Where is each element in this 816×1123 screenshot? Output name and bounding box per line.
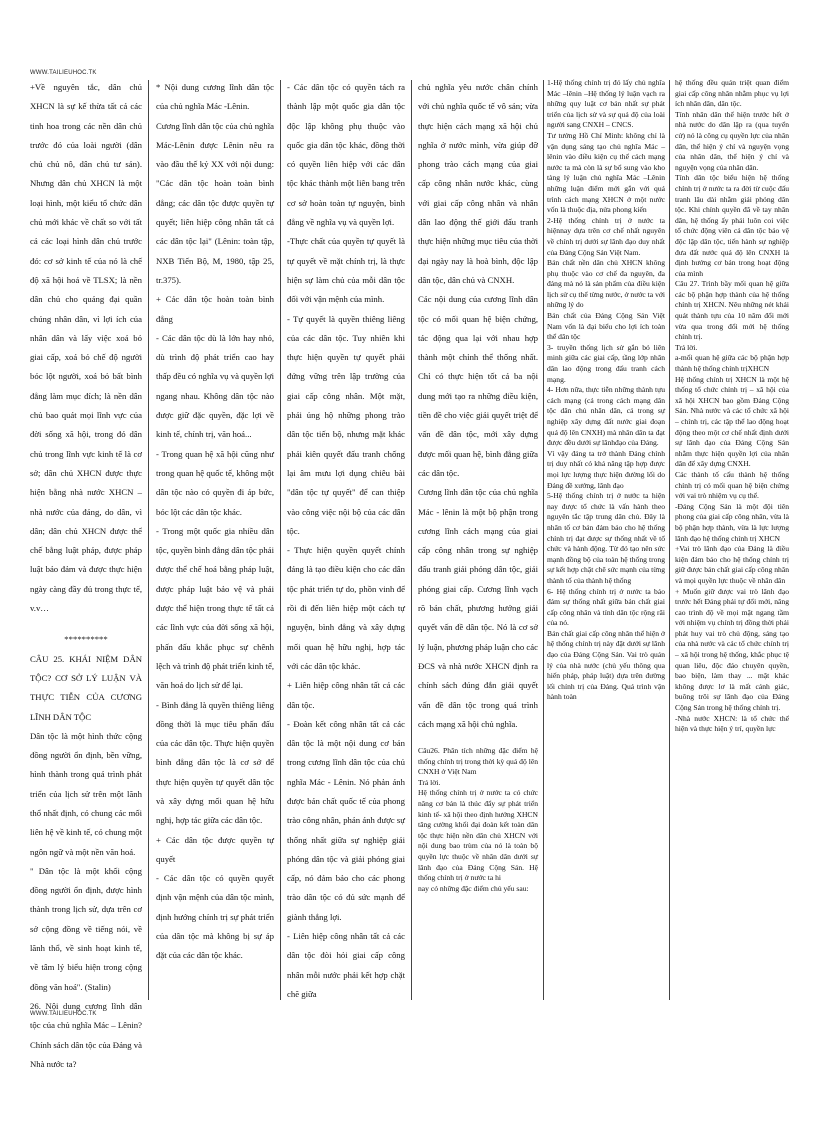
paragraph: - Đoàn kết công nhân tất cả các dân tộc là một nội dung cơ bản trong cương lĩnh dân tộc của chủ nghĩa Mác - Lênin. Nó phản ánh được bản chất quốc tế của phong trào công nhân, phản ánh được sự thống nhất giữa sự nghiệp giải phóng dân tộc và giải phóng giai cấp, nó đảm bảo cho các phong trào dân tộc có đủ sức mạnh để giành thắng lợi.: [287, 718, 405, 922]
column-divider: [280, 80, 281, 1000]
question-heading: 26. Nội dung cương lĩnh dân tộc của chủ nghĩa Mác – Lênin? Chính sách dân tộc của Đảng và Nhà nước ta?: [30, 1000, 142, 1069]
column-divider: [543, 80, 544, 1000]
column-6: [675, 78, 789, 1003]
paragraph: 3- truyền thống lịch sử gắn bó liên minh giữa các giai cấp, tầng lớp nhân dân lao động trong đấu tranh cách mạng.: [547, 342, 665, 384]
quote-paragraph: " Dân tộc là một khối cộng đồng người ổn định, được hình thành trong lịch sử, dựa trên cơ sở cộng đồng về tiếng nói, về lãnh thổ, về sinh hoạt kinh tế, về tâm lý biểu hiện trong cộng đồng văn hoá". (Stalin): [30, 865, 142, 992]
paragraph: - Bình đẳng là quyền thiêng liêng đồng thời là mục tiêu phấn đấu của các dân tộc. Thực hiện quyền bình đẳng dân tộc là cơ sở để thực hiện quyền tự quyết dân tộc và xây dựng mối quan hệ hữu nghị, hợp tác giữa các dân tộc.: [156, 699, 274, 826]
paragraph: 2-Hệ thống chính trị ở nước ta hiệnnay dựa trên cơ chế nhất nguyên về chính trị dưới sự lãnh đạo duy nhất của Đảng Cộng Sản Việt Nam.: [547, 215, 665, 257]
paragraph: - Liên hiệp công nhân tất cả các dân tộc đòi hỏi giai cấp công nhân mỗi nước phải kết hợp chặt chẽ giữa: [287, 931, 405, 999]
paragraph: a-mối quan hệ giữa các bộ phận hợp thành hệ thống chính trịXHCN: [675, 353, 789, 374]
paragraph: Tính nhân dân thể hiện trước hết ở nhà nước do dân lập ra (qua tuyển cử) nó là công cụ quyền lực của nhân dân, thể hiện ý chí và nguyện vọng của nhân dân, thể hiện ý chí và nguyện vọng của nhân dân.: [675, 109, 789, 172]
paragraph: +Về nguyên tắc, dân chủ XHCN là sự kế thừa tất cả các tinh hoa trong các nền dân chủ trước đó của loài người (dân chủ chủ nô, dân chủ tư sản). Nhưng dân chủ XHCN là một loại hình, một kiểu tổ chức dân chủ mới khác về chất so với tất cả các loại hình dân chủ trước đó: cơ sở kinh tế của nó là chế độ xã hội hoá về TLSX; là nền dân chủ cho quảng đại quần chúng nhân dân, vì lợi ích của nhân dân và lấy việc xoá bỏ giai cấp, xoá bỏ chế độ người bóc lột người, xoá bỏ bất bình đẳng làm mục đích; là nền dân chủ bao quát mọi lĩnh vực của đời sống xã hội, trong đó dân chủ trong lĩnh vực kinh tế là cơ sở; dân chủ XHCN được thực hiện bằng nhà nước XHCN – nhà nước của đảng, do dân, vì dân; dân chủ XHCN được thể chế bằng luật pháp, được pháp luật bảo đảm và được thực hiện ngày càng đầy đủ trong thực tế, v.v…: [30, 82, 142, 614]
paragraph: - Trong một quốc gia nhiều dân tộc, quyền bình đẳng dân tộc phải được thể chế hoá bằng pháp luật, được pháp luật bảo vệ và phải được thể hiện trong thực tế tất cả các lĩnh vực của đời sống xã hội, phấn đấu khắc phục sự chênh lệch và trình độ phát triển kinh tế, văn hoá do lịch sử để lại.: [156, 525, 274, 691]
paragraph: - Các dân tộc có quyền tách ra thành lập một quốc gia dân tộc độc lập không phụ thuộc vào quốc gia dân tộc khác, đồng thời có quyền liên hiệp với các dân tộc khác thành một liên bang trên cơ sở hoàn toàn tự nguyện, bình đẳng về nghĩa vụ và quyền lợi.: [287, 82, 405, 228]
question-heading: Câu26. Phân tích những đặc điểm hệ thống chính trị trong thời kỳ quá độ lên CNXH ở Việt Nam: [418, 746, 538, 777]
column-divider: [148, 80, 149, 1000]
column-3: [287, 78, 405, 1003]
site-header: WWW.TAILIEUHOC.TK: [30, 70, 97, 76]
paragraph: Hệ thống chính trị XHCN là một hệ thống tổ chức chính trị – xã hội của xã hội XHCN bao gồm Đảng Cộng Sản. Nhà nước và các tổ chức xã hội – chính trị, các tập thể lao động hoạt động theo một cơ chế nhất định dưới sự lãnh đạo của Đảng Cộng Sản nhằm thực hiện quyền lợi của nhân dân để xây dựng CNXH.: [675, 374, 789, 469]
paragraph: Cương lĩnh dân tộc của chủ nghĩa Mác-Lênin được Lênin nêu ra vào đầu thế kỷ XX với nội dung: "Các dân tộc hoàn toàn bình đẳng; các dân tộc được quyền tự quyết; liên hiệp công nhân tất cả các dân tộc lại" (Lênin: toàn tập, NXB Tiến Bộ, M, 1980, tập 25, tr.375).: [156, 120, 274, 285]
paragraph: - Trong quan hệ xã hội cũng như trong quan hệ quốc tế, không một dân tộc nào có quyền đi áp bức, bóc lột các dân tộc khác.: [156, 448, 274, 517]
paragraph: Tính dân tộc biểu hiện hệ thống chính trị ở nước ta ra đời từ cuộc đấu tranh lâu dài nhằm giải phóng dân tộc. Khi chính quyền đã về tay nhân dân, hệ thống ấy phải luôn coi việc tổ chức động viên cả dân tộc bảo vệ độc lập dân tộc, tiến hành sự nghiệp đưa đất nước quá độ lên CNXH là định hướng cơ bản trong hoạt động của mình: [675, 173, 789, 278]
paragraph: nay có những đặc điểm chủ yếu sau:: [418, 883, 529, 893]
paragraph: Bản chất giai cấp công nhân thể hiện ở hệ thống chính trị này đặt dưới sự lãnh đạo của Đảng Cộng Sản. Vai trò quản lý của nhà nước (chủ yếu thông qua hiến pháp, pháp luật) dựa trên đường lối chính trị của Đảng. Quá trình vận hành toàn: [547, 628, 665, 702]
paragraph: -Nhà nước XHCN: là tổ chức thể hiện và thực hiện ý trí, quyền lực: [675, 713, 789, 734]
question-heading: Câu 27. Trình bầy mối quan hệ giữa các bộ phận hợp thành của hệ thống chính trị XHCN. Nêu những nét khái quát thành tựu của 10 năm đổi mới vừa qua trong đổi mới hệ thống chính trị.: [675, 279, 789, 342]
paragraph: 1-Hệ thống chính trị đó lấy chủ nghĩa Mác –lênin –Hệ thống lý luận vạch ra những quy luật cơ bản nhất sự phát triển của lịch sử và sự quá độ của loài người sang CNXH – CNCS.: [547, 78, 665, 130]
paragraph: 5-Hệ thống chính trị ở nước ta hiện nay được tổ chức là vấn hành theo nguyên tắc tập trung dân chủ. Đây là nhân tố cơ bản đảm bảo cho hệ thống chính trị đạt được sự thống nhất về tổ chức và hành động. Từ đó tạo nên sức mạnh đồng bộ của toàn hệ thống trong sự kết hợp chặt chẽ sức mạnh của từng thành tố của thành hệ thống: [547, 491, 665, 585]
paragraph: - Các dân tộc dù là lớn hay nhỏ, dù trình độ phát triển cao hay thấp đều có nghĩa vụ và quyền lợi ngang nhau. Không dân tộc nào được giữ đặc quyền, đặc lợi về kinh tế, chính trị, văn hoá...: [156, 332, 274, 440]
paragraph: Dân tộc là một hình thức cộng đồng người ổn định, bền vững, hình thành trong quá trình phát triển của lịch sử trên một lãnh thổ nhất định, có chung các mối liên hệ về kinh tế, có chung một ngôn ngữ và một nền văn hoá.: [30, 730, 142, 857]
section-heading: CÂU 25. KHÁI NIỆM DÂN TỘC? CƠ SỞ LÝ LUẬN VÀ THỰC TIỄN CỦA CƯƠNG LĨNH DÂN TỘC: [30, 653, 142, 722]
paragraph: + Các dân tộc được quyền tự quyết: [156, 834, 274, 864]
paragraph: Các thành tố cấu thành hệ thống chính trị có mối quan hệ biện chứng với vai trò nhiệm vụ cụ thể.: [675, 469, 789, 501]
site-footer: WWW.TAILIEUHOC.TK: [30, 1011, 97, 1017]
paragraph: * Nội dung cương lĩnh dân tộc của chủ nghĩa Mác -Lênin.: [156, 82, 274, 112]
paragraph: Các nội dung của cương lĩnh dân tộc có mối quan hệ biện chứng, tác động qua lại với nhau hợp thành một chỉnh thể thống nhất. Chỉ có thực hiện tốt cả ba nội dung mới tạo ra những điều kiện, tiền đề cho việc giải quyết triệt để vấn đề dân tộc, mới xây dựng được mối quan hệ, bình đẳng giữa các dân tộc.: [418, 294, 538, 478]
paragraph: 4- Hơn nữa, thực tiễn những thành tựu cách mạng (cả trong cách mạng dân tộc dân chủ nhân dân, cả trong sự nghiệp xây dựng đất nước giai đoạn quá độ lên CNXH) mà nhân dân ta đạt được đều dưới sự lãnhđạo của Đảng.: [547, 385, 665, 448]
column-divider: [669, 80, 670, 1000]
paragraph: + Các dân tộc hoàn toàn bình đẳng: [156, 294, 274, 324]
paragraph: 6- Hệ thống chính trị ở nước ta bảo đảm sự thống nhất giữa bản chất giai cấp công nhân và tính dân tộc rộng rãi của nó.: [547, 586, 665, 628]
paragraph: -Đảng Cộng Sản là một đội tiên phong của giai cấp công nhân, vừa là bộ phận hợp thành, vừa là lực lượng lãnh đạo hệ thống chính trị XHCN: [675, 501, 789, 543]
paragraph: -Thực chất của quyền tự quyết là tự quyết về mặt chính trị, là thực hiện sự làm chủ của mỗi dân tộc đối với vận mệnh của mình.: [287, 236, 405, 305]
paragraph: Bản chất nền dân chủ XHCN không phụ thuộc vào cơ chế đa nguyên, đa đảng mà nó là sản phẩm của điều kiện lịch sử cụ thể từng nước, ở nước ta với những lý do: [547, 258, 665, 310]
answer-label: Trả lời.: [675, 342, 698, 352]
column-divider: [411, 80, 412, 1000]
column-4: [418, 78, 538, 1003]
paragraph: + Liên hiệp công nhân tất cả các dân tộc.: [287, 680, 405, 710]
paragraph: Tư tưởng Hồ Chí Minh: không chỉ là vận dụng sáng tạo chủ nghĩa Mác – lênin vào điều kiện cụ thể cách mạng nước ta mà còn là sự bổ sung vào kho tàng lý luận chủ nghĩa Mác –Lênin những luận điểm mới gắn với quá trình cách mạng XHCN ở một nước vốn là thuộc địa, nửa phong kiến: [547, 130, 665, 215]
paragraph: - Tự quyết là quyền thiêng liêng của các dân tộc. Tuy nhiên khi thực hiện quyền tự quyết phải đứng vững trên lập trường của giai cấp công nhân. Một mặt, phải ủng hộ những phong trào dân tộc tiến bộ, nhưng mặt khác phải kiên quyết đấu tranh chống lại âm mưu lợi dụng chiêu bài "dân tộc tự quyết" để can thiệp vào công việc nội bộ của các dân tộc.: [287, 313, 405, 536]
paragraph: Vì vậy đảng ta trở thành Đảng chính trị duy nhất có khả năng tập hợp được mọi lực lượng thực hiện đường lối do Đảng đề xướng, lãnh đạo: [547, 448, 665, 490]
column-2: [156, 78, 274, 1003]
paragraph: +Vai trò lãnh đạo của Đảng là điều kiện đảm bảo cho hệ thống chính trị giữ được bản chất giai cấp công nhân và mọi quyền lực thuộc về nhân dân: [675, 544, 789, 585]
paragraph: chủ nghĩa yêu nước chân chính với chủ nghĩa quốc tế vô sản; vừa thực hiện cách mạng xã hội chủ nghĩa ở nước mình, vừa giúp đỡ phong trào cách mạng của giai cấp công nhân nước khác, cùng với giai cấp công nhân và nhân dân lao động thế giới đấu tranh thực hiện những mục tiêu của thời đại ngày nay là hoà bình, độc lập dân tộc, dân chủ và CNXH.: [418, 82, 538, 285]
paragraph: - Các dân tộc có quyền quyết định vận mệnh của dân tộc mình, định hướng chính trị sự phát triển của dân tộc mà không bị sự áp đặt của các dân tộc khác.: [156, 873, 274, 961]
paragraph: - Thực hiện quyền quyết chính đáng là tạo điều kiện cho các dân tộc phát triển tự do, phồn vinh để rồi đi đến liên hiệp một cách tự nguyện, bình đẳng và xây dựng mối quan hệ hữu nghị, hợp tác với các dân tộc khác.: [287, 545, 405, 671]
paragraph: hệ thống đều quán triệt quan điểm giai cấp công nhân nhằm phục vụ lợi ích nhân dân, dân tộc.: [675, 78, 789, 109]
answer-label: Trả lời.: [418, 777, 441, 787]
paragraph: Hệ thống chính trị ở nước ta có chức năng cơ bản là thúc đẩy sự phát triển kinh tế- xã hội theo định hướng XHCN tăng cường khối đại đoàn kết toàn dân tộc thực hiện nền dân chủ XHCN với nội dung bao trùm của nó là toàn bộ quyền lực thuộc về nhân dân dưới sự lãnh đạo của Đảng Cộng Sản. Hệ thống chính trị ở nước ta hi: [418, 788, 538, 883]
separator-stars: **********: [64, 634, 108, 645]
paragraph: Bản chất của Đảng Cộng Sản Việt Nam vốn là đại biểu cho lợi ích toàn thể dân tộc: [547, 311, 665, 342]
column-5: [547, 78, 665, 1003]
paragraph: Cương lĩnh dân tộc của chủ nghĩa Mác - lênin là một bộ phận trong cương lĩnh cách mạng của giai cấp công nhân trong sự nghiệp đấu tranh giải phóng dân tộc, giải phóng giai cấp. Cương lĩnh vạch rõ bản chất, phương hướng giải quyết vấn đề dân tộc. Nó là cơ sở lý luận, phương pháp luận cho các ĐCS và nhà nước XHCN định ra chính sách đúng đắn giải quyết vấn đề dân tộc trong quá trình cách mạng xã hội chủ nghĩa.: [418, 487, 538, 729]
paragraph: + Muốn giữ được vai trò lãnh đạo trước hết Đảng phải tự đổi mới, nâng cao trình độ về mọi mặt ngang tầm với nhiệm vụ chính trị đồng thời phải phát huy vai trò chủ động, sáng tạo của nhà nước và các tổ chức chính trị – xã hội trong hệ thống, khắc phục tệ quan liêu, độc đáo chuyên quyền, bao biện, làm thay ... mặt khác không được lơ là mất cảnh giác, buông trôi sự lãnh đạo của Đảng Cộng Sản trong hệ thống chính trị.: [675, 586, 789, 713]
